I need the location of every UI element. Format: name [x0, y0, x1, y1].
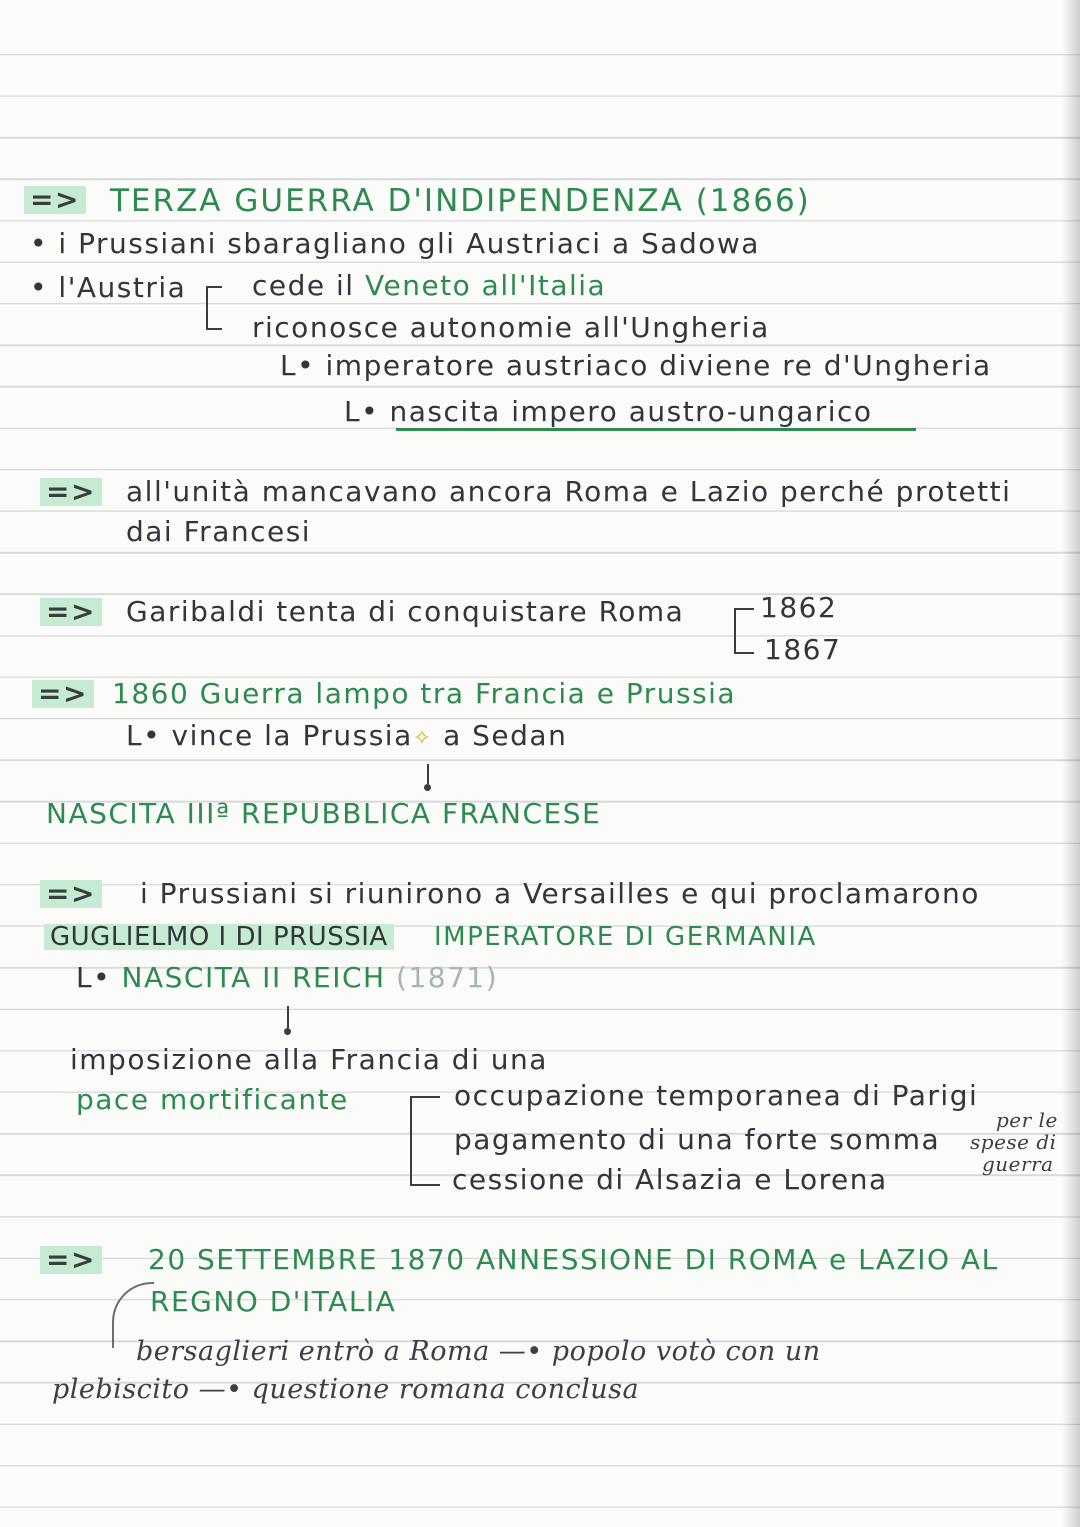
section6-hand2: plebiscito —• questione romana conclusa [52, 1374, 640, 1405]
section1-bullet2-label: • l'Austria [30, 271, 187, 304]
section6-hand1: bersaglieri entrò a Roma —• popolo votò con un [136, 1336, 821, 1367]
section2-arrow: => [40, 478, 102, 506]
section5-item2-note1: per le [996, 1108, 1058, 1132]
section5-item2: pagamento di una forte somma [454, 1123, 941, 1156]
section5-line1: i Prussiani si riunirono a Versailles e qui proclamarono [140, 877, 980, 910]
section1-sub2-prefix: L• [344, 395, 390, 428]
section1-sub2-green: nascita impero austro-ungarico [389, 395, 873, 428]
section3-year1: 1862 [760, 591, 838, 624]
section4-down-dot [424, 784, 431, 791]
section4-down-line [427, 764, 429, 784]
section1-sub1: L• imperatore austriaco diviene re d'Ungheria [280, 349, 992, 382]
section2-line1: all'unità mancavano ancora Roma e Lazio perché protetti [126, 475, 1012, 508]
section5-item2-note2: spese di [970, 1130, 1057, 1154]
section2-line2: dai Francesi [126, 515, 312, 548]
section4-sub [126, 719, 568, 752]
section1-arrow: => [24, 186, 86, 214]
section1-branch1 [252, 269, 607, 302]
section4-result: NASCITA IIIª REPUBBLICA FRANCESE [46, 797, 602, 830]
section5-item2-note3: guerra [982, 1152, 1054, 1176]
section4-title: 1860 Guerra lampo tra Francia e Prussia [112, 677, 737, 710]
section5-down-line [287, 1006, 289, 1028]
section5-line3-prefix: L• [76, 961, 122, 994]
section5-item1: occupazione temporanea di Parigi [454, 1079, 979, 1112]
section6-arrow: => [40, 1246, 102, 1274]
section5-line5: pace mortificante [76, 1083, 349, 1116]
section5-line3 [76, 961, 499, 994]
section3-text: Garibaldi tenta di conquistare Roma [126, 595, 685, 628]
section1-sub2 [344, 395, 873, 428]
section4-sub-suffix: a Sedan [432, 719, 568, 752]
section5-arrow: => [40, 880, 102, 908]
section6-line1: 20 SETTEMBRE 1870 ANNESSIONE DI ROMA e LAZIO AL [148, 1243, 999, 1276]
section1-bracket [206, 286, 222, 330]
section5-line2-highlight: GUGLIELMO I DI PRUSSIA [44, 924, 394, 950]
sparkle-icon: ✧ [412, 726, 433, 751]
section5-bracket [410, 1096, 440, 1186]
section1-title: TERZA GUERRA D'INDIPENDENZA (1866) [110, 183, 811, 219]
section6-line2: REGNO D'ITALIA [150, 1285, 397, 1318]
section5-item3: cessione di Alsazia e Lorena [452, 1163, 888, 1196]
page-edge-shadow [1062, 0, 1080, 1527]
section1-branch1-green: Veneto all'Italia [364, 269, 607, 302]
section3-year2: 1867 [764, 633, 842, 666]
section5-down-dot [284, 1028, 291, 1035]
section1-green-underline [396, 428, 916, 431]
section3-bracket [734, 608, 754, 654]
section3-arrow: => [40, 598, 102, 626]
section1-branch1-prefix: cede il [252, 269, 365, 302]
section5-line3-green: NASCITA II REICH [121, 961, 386, 994]
section5-line3-year: (1871) [396, 961, 499, 994]
section1-bullet1: • i Prussiani sbaragliano gli Austriaci a Sadowa [30, 227, 760, 260]
section5-line4: imposizione alla Francia di una [70, 1043, 548, 1076]
section5-line2-rest: IMPERATORE DI GERMANIA [434, 922, 817, 952]
section1-branch2: riconosce autonomie all'Ungheria [252, 311, 770, 344]
section4-sub-prefix: L• vince la Prussia [126, 719, 413, 752]
section4-arrow: => [32, 680, 94, 708]
